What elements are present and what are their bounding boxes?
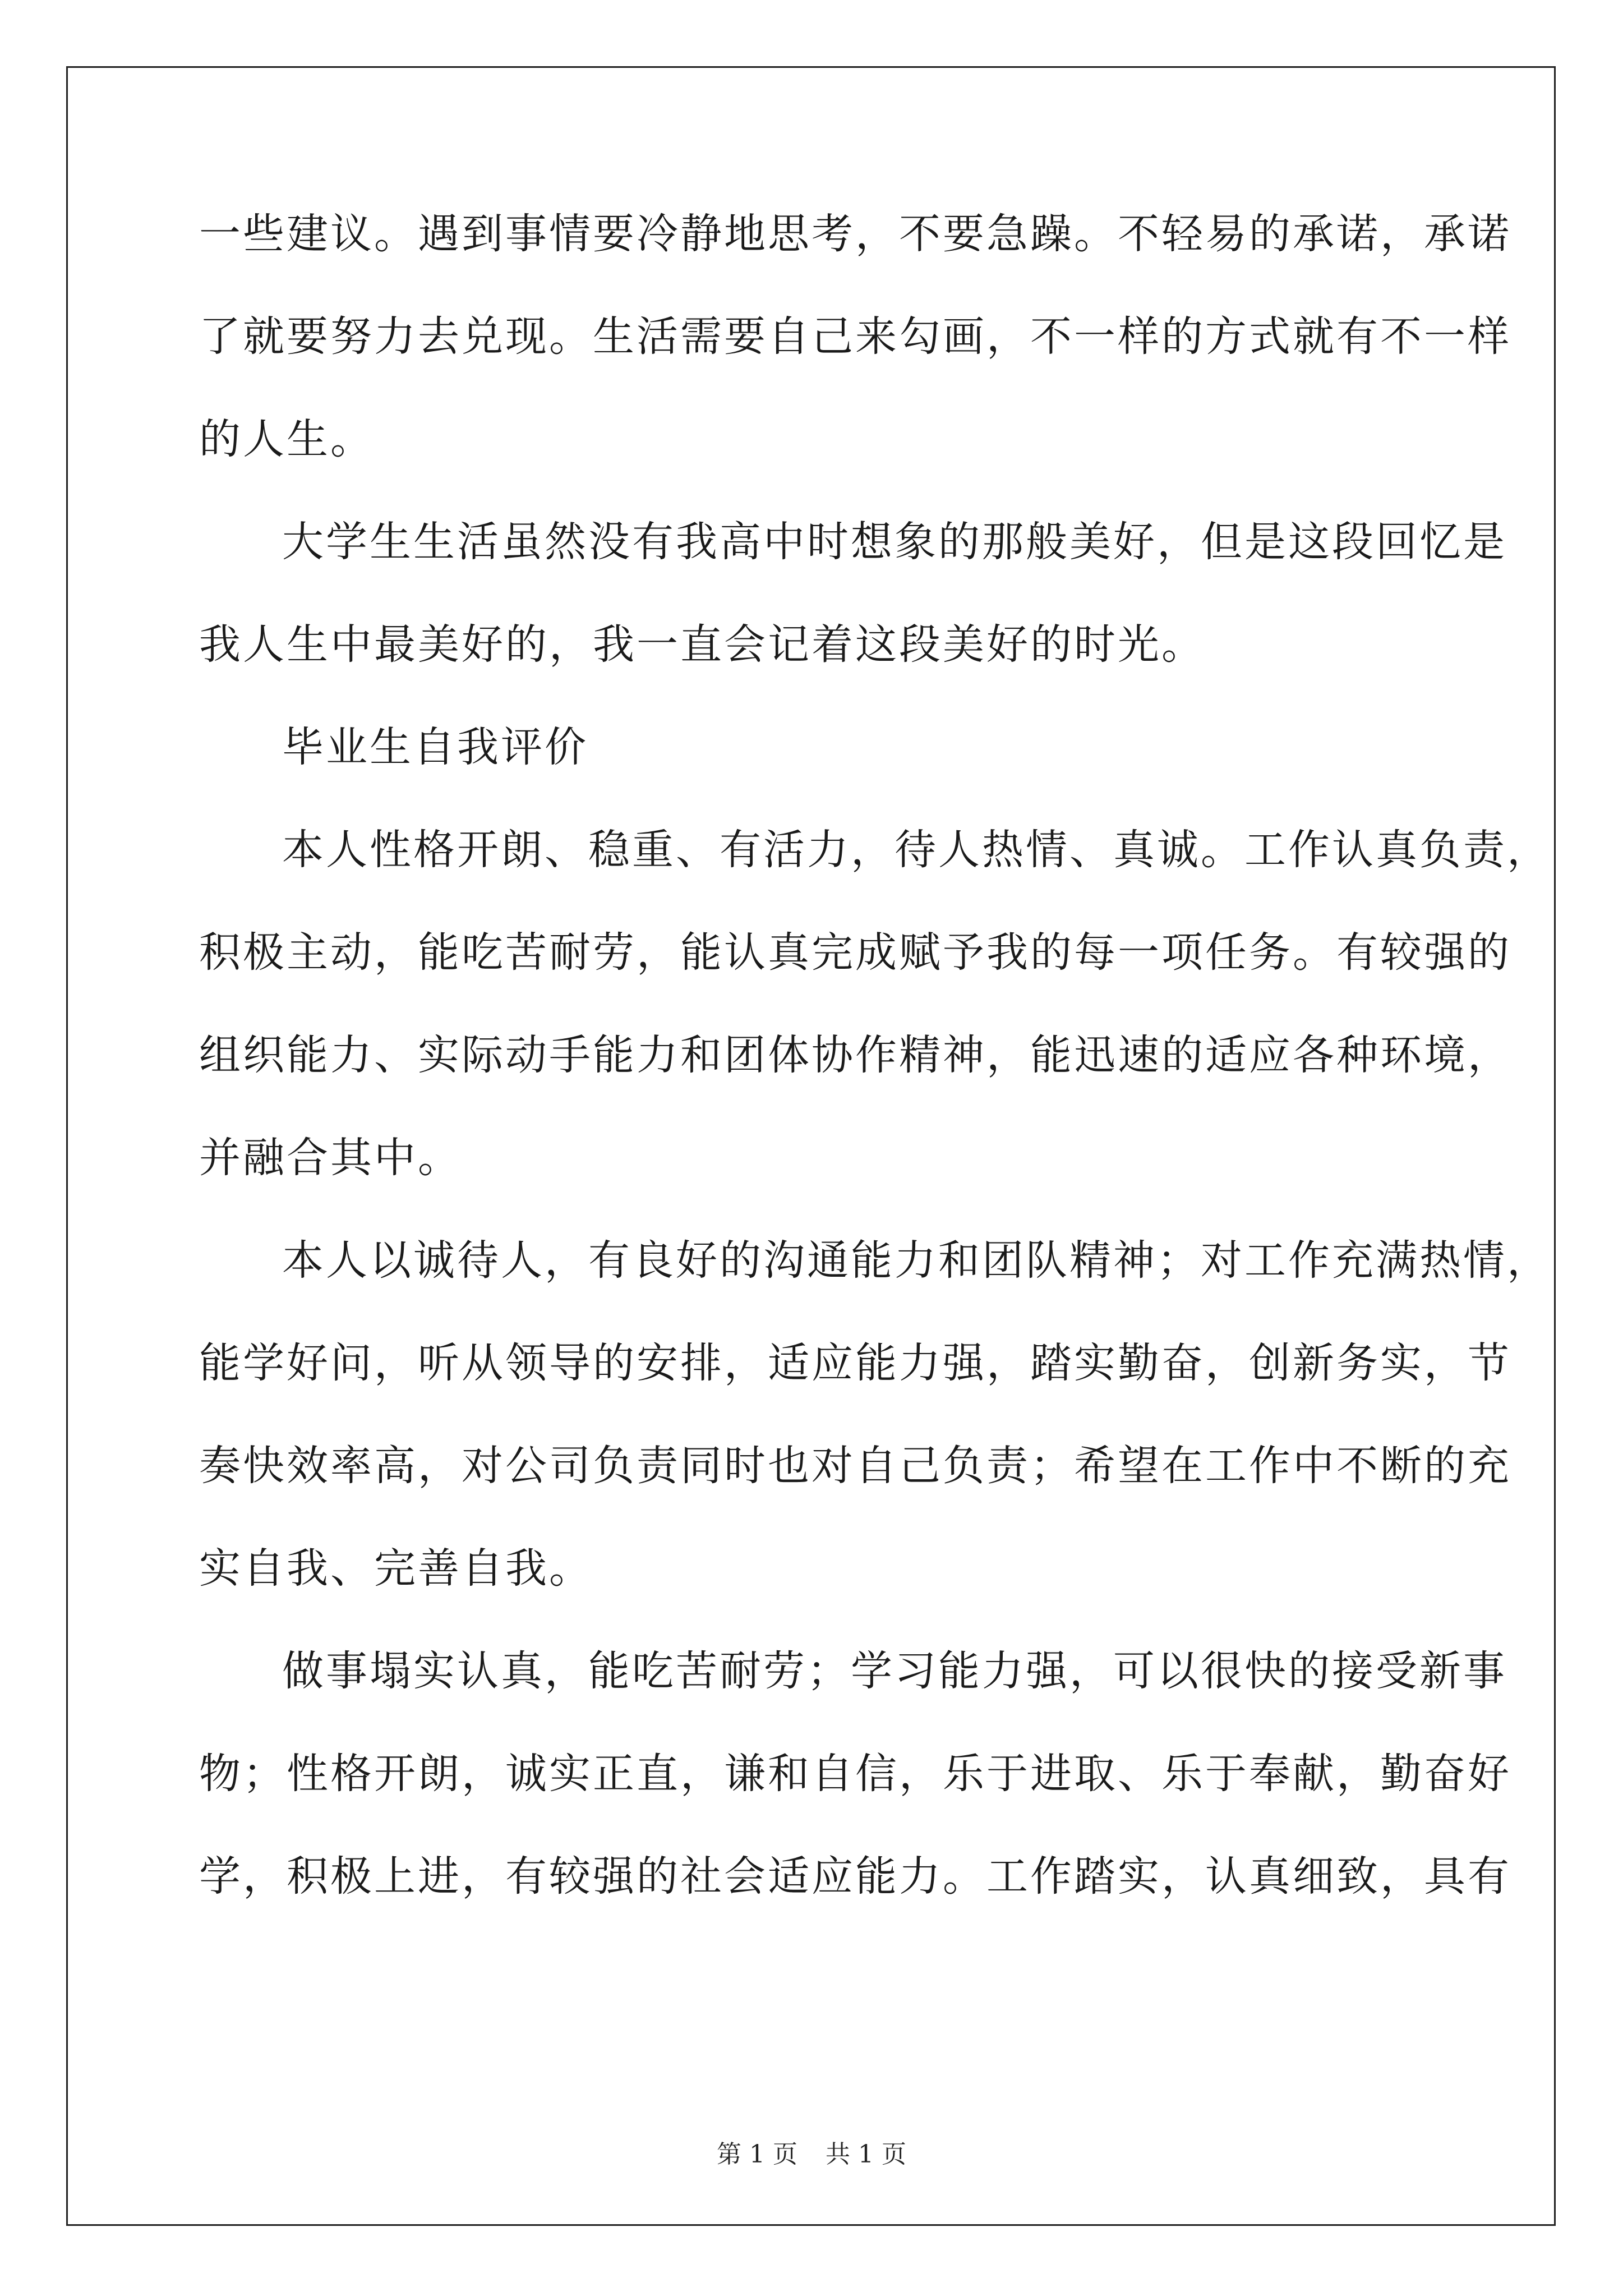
text-line-15: 做事塌实认真，能吃苦耐劳；学习能力强，可以很快的接受新事 bbox=[282, 1647, 1507, 1695]
text-line-2: 了就要努力去兑现。生活需要自己来勾画，不一样的方式就有不一样 bbox=[199, 312, 1511, 361]
text-line-16: 物；性格开朗，诚实正直，谦和自信，乐于进取、乐于奉献，勤奋好 bbox=[199, 1750, 1511, 1798]
text-line-8: 积极主动，能吃苦耐劳，能认真完成赋予我的每一项任务。有较强的 bbox=[199, 928, 1511, 977]
text-line-13: 奏快效率高，对公司负责同时也对自己负责；希望在工作中不断的充 bbox=[199, 1442, 1511, 1490]
page-footer bbox=[0, 2134, 1623, 2170]
section-heading: 毕业生自我评价 bbox=[282, 723, 588, 771]
text-line-9: 组织能力、实际动手能力和团体协作精神，能迅速的适应各种环境， bbox=[199, 1031, 1511, 1079]
text-line-17: 学，积极上进，有较强的社会适应能力。工作踏实，认真细致，具有 bbox=[199, 1852, 1511, 1901]
text-line-7: 本人性格开朗、稳重、有活力，待人热情、真诚。工作认真负责， bbox=[282, 826, 1551, 874]
text-line-12: 能学好问，听从领导的安排，适应能力强，踏实勤奋，创新务实，节 bbox=[199, 1339, 1511, 1387]
text-line-3: 的人生。 bbox=[199, 415, 374, 463]
page-number-current: 第 1 页 bbox=[717, 2140, 797, 2169]
text-line-4: 大学生生活虽然没有我高中时想象的那般美好，但是这段回忆是 bbox=[282, 518, 1507, 566]
text-line-10: 并融合其中。 bbox=[199, 1134, 462, 1182]
text-line-1: 一些建议。遇到事情要冷静地思考，不要急躁。不轻易的承诺，承诺 bbox=[199, 210, 1511, 258]
document-body bbox=[199, 210, 1551, 1958]
page-number-total: 共 1 页 bbox=[826, 2140, 906, 2169]
text-line-14: 实自我、完善自我。 bbox=[199, 1544, 593, 1593]
text-line-5: 我人生中最美好的，我一直会记着这段美好的时光。 bbox=[199, 620, 1205, 669]
text-line-11: 本人以诚待人，有良好的沟通能力和团队精神；对工作充满热情， bbox=[282, 1236, 1551, 1285]
